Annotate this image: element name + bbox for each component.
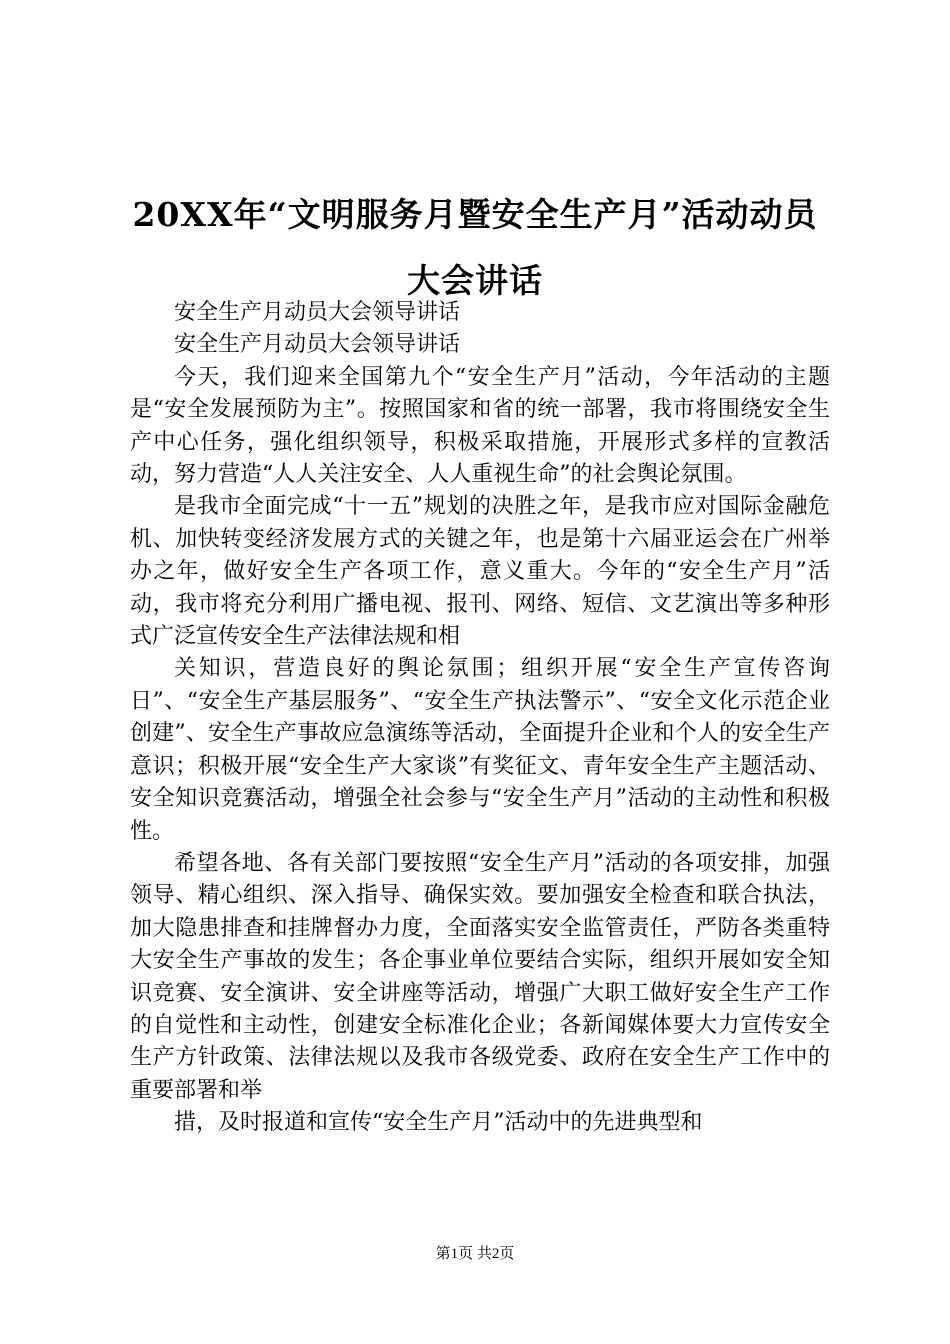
body-paragraph: 安全生产月动员大会领导讲话 bbox=[174, 332, 461, 358]
document-body bbox=[130, 297, 830, 1140]
page-footer: 第1页 共2页 bbox=[435, 1246, 515, 1262]
body-paragraph: 措，及时报道和宣传“安全生产月”活动中的先进典型和 bbox=[174, 1110, 703, 1136]
body-paragraph: 希望各地、各有关部门要按照“安全生产月”活动的各项安排，加强领导、精心组织、深入指导、确保实效。要加强安全检查和联合执法，加大隐患排查和挂牌督办力度，全面落实安全监管责任，严防各类重特大安全生产事故的发生；各企事业单位要结合实际，组织开展如安全知识竞赛、安全演讲、安全讲座等活动，增强广大职工做好安全生产工作的自觉性和主动性，创建安全标准化企业；各新闻媒体要大力宣传安全生产方针政策、法律法规以及我市各级党委、政府在安全生产工作中的重要部署和举 bbox=[130, 850, 830, 1103]
body-paragraph: 是我市全面完成“十一五”规划的决胜之年，是我市应对国际金融危机、加快转变经济发展方式的关键之年，也是第十六届亚运会在广州举办之年，做好安全生产各项工作，意义重大。今年的“安全生产月”活动，我市将充分利用广播电视、报刊、网络、短信、文艺演出等多种形式广泛宣传安全生产法律法规和相 bbox=[130, 494, 830, 650]
body-paragraph: 安全生产月动员大会领导讲话 bbox=[174, 300, 461, 325]
body-paragraph: 关知识，营造良好的舆论氛围；组织开展“安全生产宣传咨询日”、“安全生产基层服务”、“安全生产执法警示”、“安全文化示范企业创建”、安全生产事故应急演练等活动，全面提升企业和个人的安全生产意识；积极开展“安全生产大家谈”有奖征文、青年安全生产主题活动、安全知识竞赛活动，增强全社会参与“安全生产月”活动的主动性和积极性。 bbox=[130, 656, 830, 844]
body-paragraph: 今天，我们迎来全国第九个“安全生产月”活动，今年活动的主题是“安全发展预防为主”。按照国家和省的统一部署，我市将围绕安全生产中心任务，强化组织领导，积极采取措施，开展形式多样的宣教活动，努力营造“人人关注安全、人人重视生命”的社会舆论氛围。 bbox=[130, 364, 830, 488]
document-title: 20XX年“文明服务月暨安全生产月”活动动员大会讲话 bbox=[132, 195, 818, 300]
